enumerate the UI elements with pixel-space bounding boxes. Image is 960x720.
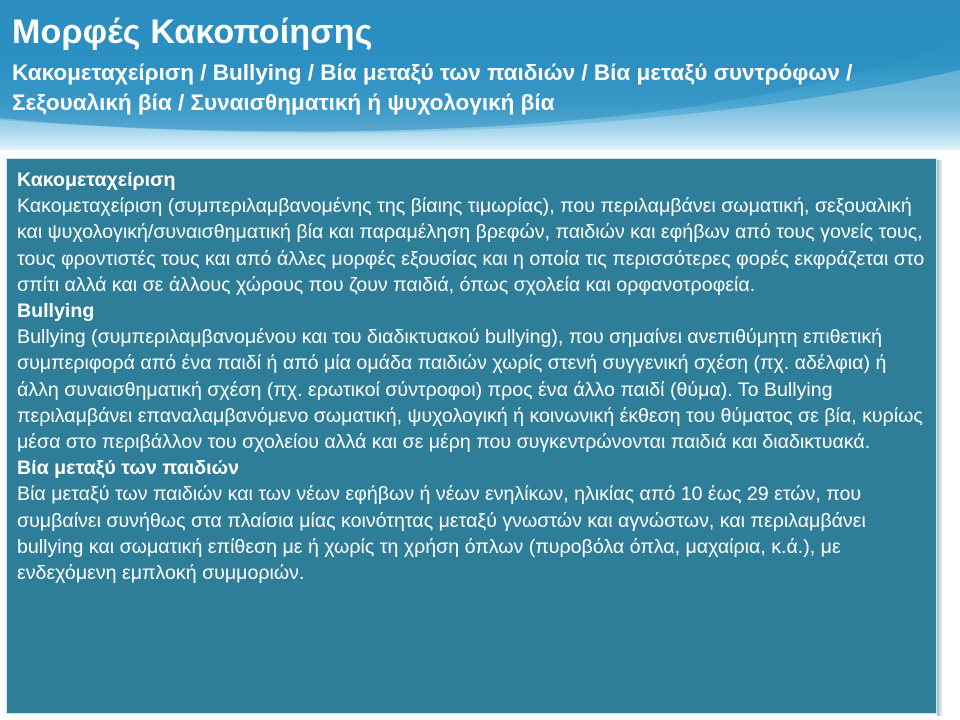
section-heading-maltreatment: Κακομεταχείριση	[17, 169, 176, 191]
content-box	[6, 158, 937, 714]
slide-title: Μορφές Κακοποίησης	[12, 13, 373, 51]
section-text-bullying: Bullying (συμπεριλαμβανομένου και του διαδικτυακού bullying), που σημαίνει ανεπιθύμητη επιθετική συμπεριφορά από ένα παιδί ή από μία ομάδα παιδιών χωρίς στενή συγγενική σχέση (πχ. αδέλφια) ή άλλη συναισθηματική σχέση (πχ. ερωτικοί σύντροφοι) προς ένα άλλο παιδί (θύμα). Το Bullying περιλαμβάνει επαναλαμβανόμενο σωματική, ψυχολογική ή κοινωνική έκθεση του θύματος σε βία, κυρίως μέσα στο περιβάλλον του σχολείου αλλά και σε μέρη που συγκεντρώνονται παιδιά και διαδικτυακά.	[17, 326, 923, 454]
slide-subtitle: Κακομεταχείριση / Bullying / Βία μεταξύ των παιδιών / Βία μεταξύ συντρόφων / Σεξουαλική βία / Συναισθηματική ή ψυχολογική βία	[12, 60, 853, 115]
section-text-maltreatment: Κακομεταχείριση (συμπεριλαμβανομένης της βίαιης τιμωρίας), που περιλαμβάνει σωματική, σεξουαλική και ψυχολογική/συναισθηματική βία και παραμέληση βρεφών, παιδιών και εφήβων από τους γονείς τους, τους φροντιστές τους και από άλλες μορφές εξουσίας και η οποία τις περισσότερες φορές εκφράζεται στο σπίτι αλλά και σε άλλους χώρους που ζουν παιδιά, όπως σχολεία και ορφανοτροφεία.	[17, 195, 925, 296]
section-text-youth-violence: Βία μεταξύ των παιδιών και των νέων εφήβων ή νέων ενηλίκων, ηλικίας από 10 έως 29 ετών, που συμβαίνει συνήθως στα πλαίσια μίας κοινότητας μεταξύ γνωστών και αγνώστων, και περιλαμβάνει bullying και σωματική επίθεση με ή χωρίς τη χρήση όπλων (πυροβόλα όπλα, μαχαίρια, κ.ά.), με ενδεχόμενη εμπλοκή συμμοριών.	[17, 483, 866, 585]
header-banner	[0, 0, 960, 150]
section-heading-bullying: Bullying	[17, 300, 95, 323]
content-shadow	[937, 160, 943, 716]
section-heading-youth-violence: Βία μεταξύ των παιδιών	[17, 457, 239, 480]
